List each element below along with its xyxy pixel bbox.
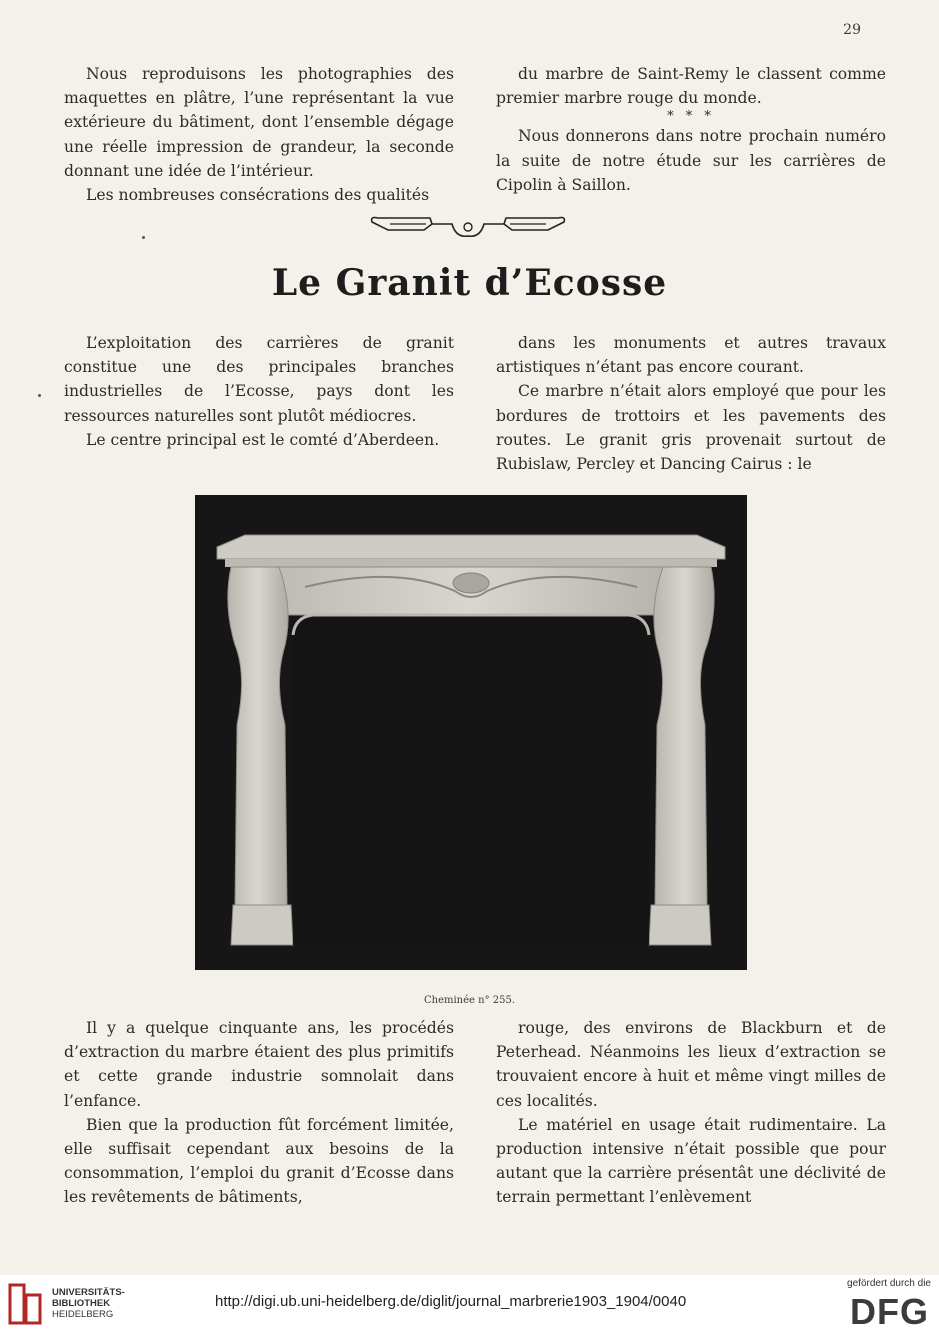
article-right-column — [496, 331, 886, 476]
paragraph: dans les monuments et autres travaux artistiques n’étant pas encore courant. — [496, 334, 886, 377]
library-name-line: UNIVERSITÄTS- — [52, 1287, 125, 1298]
dfg-logo: DFG — [850, 1291, 929, 1332]
paragraph: rouge, des environs de Blackburn et de Peterhead. Néanmoins les lieux d’extraction se trouvaient encore à huit et même vingt milles de ces localités. — [496, 1019, 886, 1110]
permalink-url[interactable]: http://digi.ub.uni-heidelberg.de/diglit/journal_marbrerie1903_1904/0040 — [215, 1293, 687, 1310]
library-logo-icon — [8, 1283, 44, 1325]
paragraph: Bien que la production fût forcément limitée, elle suffisait cependant aux besoins de la consommation, l’emploi du granit d’Ecosse dans les revêtements de bâtiments, — [64, 1115, 454, 1207]
library-name-line: BIBLIOTHEK — [52, 1298, 111, 1309]
fireplace-illustration — [195, 495, 747, 970]
paragraph: Le matériel en usage était rudimentaire. La production intensive n’était possible que pour autant que la carrière présentât une déclivité de terrain permettant l’enlèvement — [496, 1115, 886, 1207]
paragraph: Ce marbre n’était alors employé que pour les bordures de trottoirs et les pavements des routes. Le granit gris provenait surtout de Rubislaw, Percley et Dancing Cairus : le — [496, 382, 886, 474]
article-title: Le Granit d’Ecosse — [271, 262, 668, 304]
paragraph: Les nombreuses consécrations des qualités — [86, 186, 430, 205]
funding-label: gefördert durch die — [847, 1278, 931, 1289]
bottom-right-column — [496, 1016, 886, 1210]
paragraph: Nous donnerons dans notre prochain numéro la suite de notre étude sur les carrières de Cipolin à Saillon. — [496, 127, 886, 194]
section-separator-stars: * * * — [667, 109, 715, 125]
figure-caption: Cheminée n° 255. — [423, 995, 516, 1006]
library-name — [52, 1287, 125, 1320]
print-speck — [38, 394, 41, 397]
paragraph: Il y a quelque cinquante ans, les procédés d’extraction du marbre étaient des plus primitifs et cette grande industrie somnolait dans l’enfance. — [64, 1019, 454, 1110]
library-name-line: HEIDELBERG — [52, 1309, 114, 1320]
bottom-left-column — [64, 1016, 454, 1210]
top-right-column — [496, 62, 886, 197]
paragraph: Le centre principal est le comté d’Aberdeen. — [86, 430, 440, 449]
paragraph: Nous reproduisons les photographies des maquettes en plâtre, l’une représentant la vue extérieure du bâtiment, dont l’ensemble dégage une réelle impression de grandeur, la seconde donnant une idée de l’intérieur. — [64, 65, 454, 180]
paragraph: L’exploitation des carrières de granit constitue une des principales branches industrielles de l’Ecosse, pays dont les ressources naturelles sont plutôt médiocres. — [64, 334, 454, 425]
digitization-footer — [0, 1275, 939, 1336]
article-left-column — [64, 331, 454, 452]
top-left-column — [64, 62, 454, 207]
ornament-divider-icon — [368, 212, 568, 242]
page-number: 29 — [843, 22, 861, 38]
paragraph: du marbre de Saint-Remy le classent comme premier marbre rouge du monde. — [496, 65, 886, 108]
print-speck — [142, 236, 145, 239]
fireplace-photograph — [195, 495, 747, 970]
